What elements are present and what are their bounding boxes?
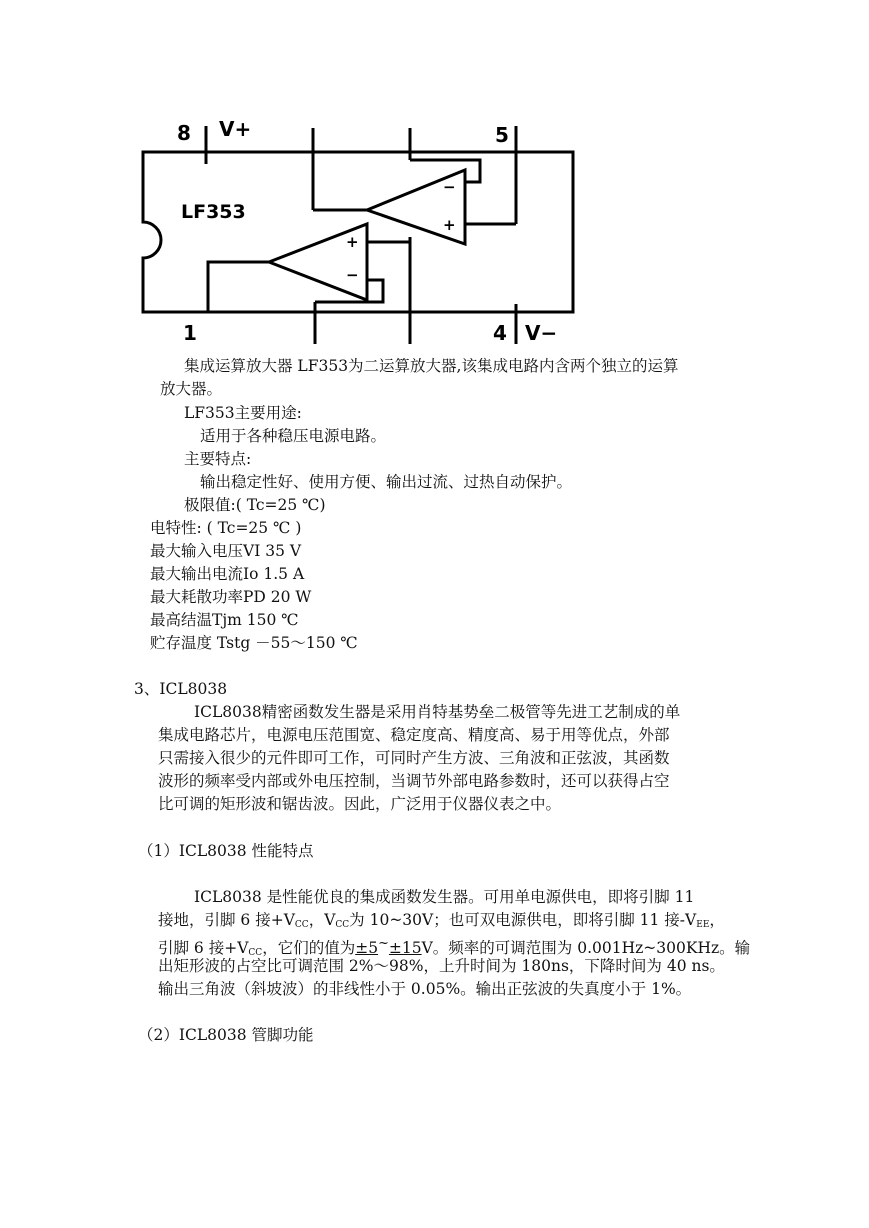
- icl8038-intro-line: 只需接入很少的元件即可工作，可同时产生方波、三角波和正弦波，其函数: [158, 749, 670, 767]
- lf353-intro-line1: 集成运算放大器 LF353为二运算放大器,该集成电路内含两个独立的运算: [184, 357, 679, 375]
- lf353-features-text: 输出稳定性好、使用方便、输出过流、过热自动保护。: [200, 473, 573, 491]
- lf353-uses-heading: LF353主要用途:: [184, 404, 302, 422]
- perf-line-3: 引脚 6 接$+V_{CC}$，它们的值为±5~±15V。频率的可调范围为 0.001Hz~300KHz。输: [158, 936, 751, 959]
- icl8038-intro-line: 集成电路芯片，电源电压范围宽、稳定度高、精度高、易于用等优点，外部: [158, 726, 670, 744]
- pin-4-number: 4: [493, 321, 507, 345]
- spec-item: 最大耗散功率PD 20 W: [150, 588, 312, 606]
- section-1-heading: （1）ICL8038 性能特点: [138, 842, 314, 860]
- pin-8-label: V+: [219, 117, 252, 141]
- icl8038-heading: 3、ICL8038: [134, 680, 228, 698]
- lf353-limits: 极限值:( Tc=25 ℃): [184, 496, 326, 514]
- lf353-features-heading: 主要特点:: [184, 450, 252, 468]
- icl8038-intro-line: 比可调的矩形波和锯齿波。因此，广泛用于仪器仪表之中。: [158, 795, 562, 813]
- perf-line-5: 输出三角波（斜坡波）的非线性小于 0.05%。输出正弦波的失真度小于 1%。: [158, 980, 692, 998]
- icl8038-intro-line: ICL8038精密函数发生器是采用肖特基势垒二极管等先进工艺制成的单: [194, 703, 681, 721]
- pin-8-number: 8: [177, 121, 191, 145]
- upper-plus-sign: +: [443, 216, 456, 234]
- spec-item: 最大输出电流Io 1.5 A: [150, 565, 305, 583]
- perf-line-4: 出矩形波的占空比可调范围 2%～98%，上升时间为 180ns，下降时间为 40 ns。: [158, 957, 725, 975]
- lf353-uses-text: 适用于各种稳压电源电路。: [200, 427, 387, 445]
- spec-item: 最大输入电压VI 35 V: [150, 542, 302, 560]
- lower-plus-sign: +: [346, 233, 359, 251]
- icl8038-intro-line: 波形的频率受内部或外电压控制，当调节外部电路参数时，还可以获得占空: [158, 772, 670, 790]
- spec-item: 最高结温Tjm 150 ℃: [150, 611, 299, 629]
- lower-minus-sign: −: [346, 266, 359, 284]
- lf353-intro-line2: 放大器。: [160, 380, 223, 398]
- lf353-pinout-diagram: [135, 112, 585, 348]
- perf-line-2: 接地，引脚 6 接$+V_{CC}$，$V_{CC}$为 10~30V；也可双电源供电，即将引脚 11 接$-V_{EE}$，: [158, 911, 725, 930]
- pin-5-number: 5: [495, 123, 509, 147]
- upper-minus-sign: −: [443, 178, 456, 196]
- lf353-elec: 电特性: ( Tc=25 ℃ ): [150, 519, 302, 537]
- perf-line-1: ICL8038 是性能优良的集成函数发生器。可用单电源供电，即将引脚 11: [194, 888, 695, 906]
- section-2-heading: （2）ICL8038 管脚功能: [138, 1026, 314, 1044]
- chip-label: LF353: [181, 201, 246, 223]
- pin-4-label: V−: [525, 321, 558, 345]
- spec-item: 贮存温度 Tstg －55～150 ℃: [150, 634, 358, 652]
- pin-1-number: 1: [183, 321, 197, 345]
